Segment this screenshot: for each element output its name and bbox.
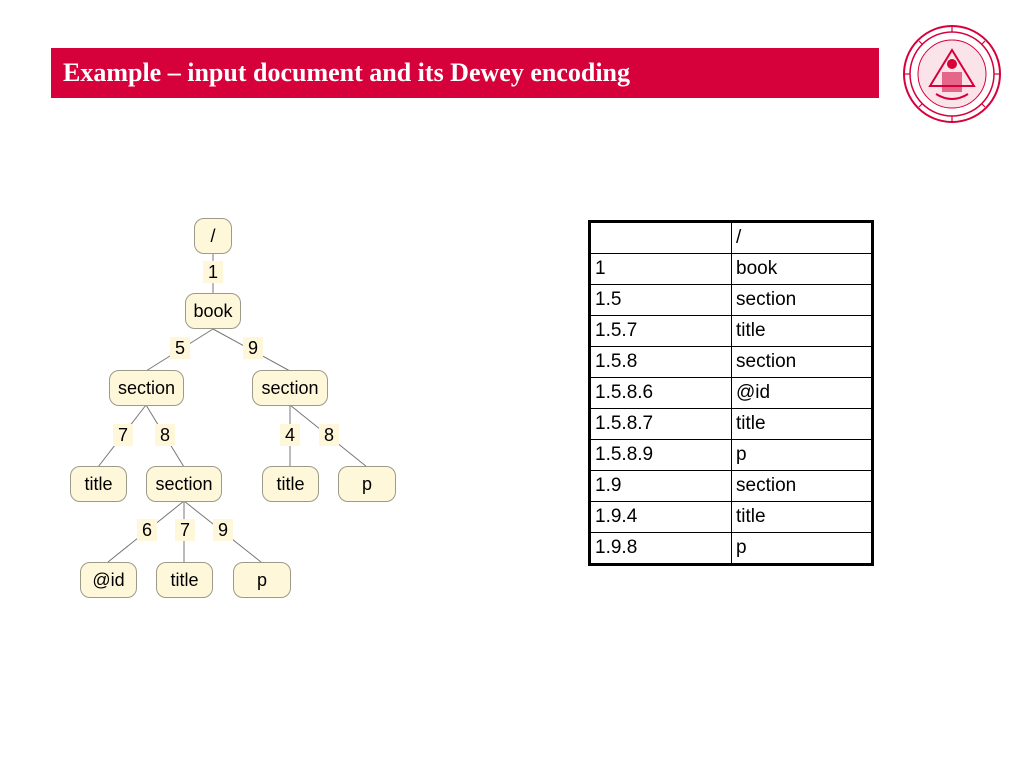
node-cell: book (732, 254, 873, 285)
edge-label: 4 (280, 424, 300, 446)
dewey-cell (590, 222, 732, 254)
dewey-cell: 1.5.8 (590, 347, 732, 378)
edge-label: 9 (243, 337, 263, 359)
table-row (590, 254, 873, 285)
node-cell: p (732, 533, 873, 565)
dewey-cell: 1.5.7 (590, 316, 732, 347)
node-cell: section (732, 471, 873, 502)
node-cell: section (732, 285, 873, 316)
dewey-encoding-table (588, 220, 874, 566)
edge-label: 1 (203, 261, 223, 283)
dewey-cell: 1.5.8.7 (590, 409, 732, 440)
dewey-cell: 1.5.8.6 (590, 378, 732, 409)
tree-node-book: book (185, 293, 241, 329)
tree-node-title-1-9-4: title (262, 466, 319, 502)
node-cell: title (732, 409, 873, 440)
edge-label: 8 (155, 424, 175, 446)
table-row (590, 533, 873, 565)
table-row (590, 502, 873, 533)
table-row (590, 316, 873, 347)
dewey-cell: 1.5.8.9 (590, 440, 732, 471)
node-cell: title (732, 502, 873, 533)
tree-node-section-1-9: section (252, 370, 328, 406)
dewey-cell: 1 (590, 254, 732, 285)
tree-node-section-1-5-8: section (146, 466, 222, 502)
table-row (590, 222, 873, 254)
table-row (590, 440, 873, 471)
edge-label: 9 (213, 519, 233, 541)
dewey-cell: 1.9.8 (590, 533, 732, 565)
tree-node-title-1-5-7: title (70, 466, 127, 502)
tree-node-id-1-5-8-6: @id (80, 562, 137, 598)
table-row (590, 347, 873, 378)
node-cell: title (732, 316, 873, 347)
edge-label: 8 (319, 424, 339, 446)
table-row (590, 409, 873, 440)
dewey-cell: 1.9.4 (590, 502, 732, 533)
node-cell: @id (732, 378, 873, 409)
tree-node-p-1-9-8: p (338, 466, 396, 502)
table-row (590, 471, 873, 502)
node-cell: section (732, 347, 873, 378)
dewey-cell: 1.9 (590, 471, 732, 502)
tree-node-section-1-5: section (109, 370, 184, 406)
edge-label: 5 (170, 337, 190, 359)
tree-node-title-1-5-8-7: title (156, 562, 213, 598)
edge-label: 7 (113, 424, 133, 446)
tree-node-root: / (194, 218, 232, 254)
node-cell: / (732, 222, 873, 254)
tree-node-p-1-5-8-9: p (233, 562, 291, 598)
node-cell: p (732, 440, 873, 471)
edge-label: 7 (175, 519, 195, 541)
edge-label: 6 (137, 519, 157, 541)
table-row (590, 378, 873, 409)
table-row (590, 285, 873, 316)
dewey-cell: 1.5 (590, 285, 732, 316)
slide-title: Example – input document and its Dewey encoding (63, 58, 630, 87)
